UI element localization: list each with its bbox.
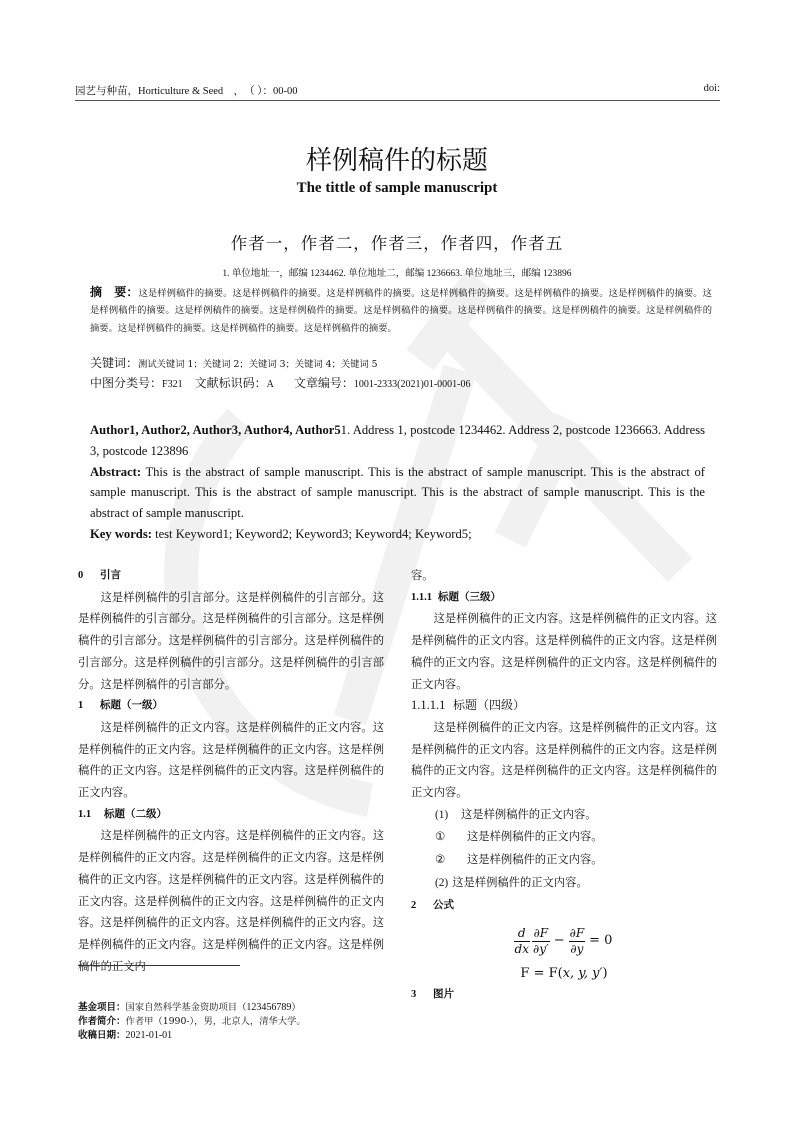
- equals-zero: = 0: [589, 933, 613, 949]
- english-authors: Author1, Author2, Author3, Author4, Author5: [90, 423, 341, 437]
- section-title: 标题（一级）: [100, 699, 163, 712]
- abstract-label: 摘 要：: [90, 285, 139, 299]
- section-heading-1-1: [78, 804, 384, 826]
- journal-citation: 园艺与种苗，Horticulture & Seed ， （ ）：00-00: [75, 86, 298, 97]
- section-number: 1: [78, 700, 84, 712]
- title-english: The tittle of sample manuscript: [296, 180, 498, 196]
- fund-close: ）: [291, 1002, 301, 1013]
- received-label: 收稿日期：: [78, 1030, 126, 1041]
- english-front-matter: [90, 420, 705, 545]
- abstract-chinese: [90, 284, 712, 337]
- keywords-label: 关键词：: [90, 356, 139, 370]
- clc-value: F321: [162, 379, 183, 390]
- list-text: 这是样例稿件的正文内容。: [467, 830, 603, 844]
- english-abstract: [90, 462, 705, 524]
- section-title: 标题（二级）: [104, 807, 167, 820]
- list-item: [411, 826, 717, 849]
- section-number: 1.1.1: [411, 591, 432, 603]
- english-keywords-text: test Keyword1; Keyword2; Keyword3; Keyword4; Keyword5;: [151, 526, 472, 541]
- list-item: [411, 872, 717, 895]
- footnote-bio: [78, 1015, 306, 1029]
- section-title: 图片: [433, 988, 454, 1001]
- doi-label: doi:: [703, 83, 720, 94]
- numerator: d: [514, 926, 530, 942]
- section-number: 3: [411, 989, 417, 1001]
- affiliation: 1. 单位地址一，邮编 1234462. 单位地址二，邮编 1236663. 单位地址三，邮编 123896: [222, 269, 572, 279]
- equation-close: ): [602, 966, 608, 982]
- equation-euler-lagrange: [411, 916, 717, 964]
- author-list: 作者一，作者二，作者三，作者四，作者五: [230, 234, 564, 253]
- keywords-chinese: [90, 354, 378, 371]
- equation-lhs: F = F(: [520, 966, 563, 982]
- fraction: [569, 926, 586, 957]
- section-title: 标题（四级）: [453, 698, 526, 713]
- section-heading-2: [411, 895, 717, 917]
- running-header: [75, 83, 720, 101]
- section-body-1-1-continued: 容。: [411, 569, 434, 582]
- section-number: 1.1.1.1: [411, 698, 446, 713]
- classification-line: [90, 374, 471, 391]
- list-marker: ①: [435, 831, 446, 844]
- fund-label: 基金项目：: [78, 1002, 126, 1013]
- body-column-left: [78, 565, 384, 977]
- section-number: 0: [78, 570, 84, 581]
- section-title: 公式: [433, 898, 454, 911]
- bio-label: 作者简介：: [78, 1016, 126, 1027]
- english-keywords-label: Key words:: [90, 526, 152, 541]
- doc-code-label: 文献标识码：: [194, 376, 267, 390]
- section-heading-1-1-1-1: [411, 695, 717, 717]
- abstract-text: 这是样例稿件的摘要。这是样例稿件的摘要。这是样例稿件的摘要。这是样例稿件的摘要。这是样例稿件的摘要。这是样例稿件的摘要。这是样例稿件的摘要。这是样例稿件的摘要。这是样例稿件的摘要。这是样例稿件的摘要。这是样例稿件的摘要。这是样例稿件的摘要。这是样例稿件的摘要。这是样例稿件的摘要。这是样例稿件的摘要。这是样例稿件的摘要。: [90, 288, 712, 334]
- english-abstract-label: Abstract:: [90, 464, 142, 479]
- footnote-received: [78, 1029, 306, 1043]
- title-chinese: 样例稿件的标题: [305, 146, 488, 176]
- equation-args: x, y, y′: [562, 966, 603, 982]
- list-marker: (2): [435, 876, 449, 889]
- denominator: ∂y′: [533, 941, 549, 956]
- denominator: ∂y: [570, 941, 584, 956]
- section-heading-1: [78, 695, 384, 717]
- doc-code-value: A: [266, 379, 274, 390]
- section-title: 标题（三级）: [438, 590, 501, 603]
- numerator: ∂F: [569, 925, 585, 940]
- list-item: [411, 804, 717, 827]
- bio-text: 作者甲（1990-），男，北京人，清华大学。: [125, 1016, 306, 1027]
- list-text: 这是样例稿件的正文内容。: [452, 875, 588, 889]
- fund-text: 国家自然科学基金资助项目（: [125, 1002, 247, 1013]
- section-number: 1.1: [78, 808, 92, 820]
- numerator: ∂F: [533, 925, 549, 940]
- section-title: 引言: [100, 569, 121, 581]
- section-heading-0: [78, 565, 384, 587]
- article-no-value: 1001-2333(2021)01-0001-06: [353, 379, 471, 390]
- english-abstract-text: This is the abstract of sample manuscript. This is the abstract of sample manuscript. This is the abstract of sample manuscript. This is the abstract of sample manuscript. This is the abstract of sample manuscript. This is the abstract of sample manuscript.: [90, 464, 705, 521]
- denominator: dx: [514, 941, 529, 956]
- clc-label: 中图分类号：: [90, 376, 163, 390]
- section-heading-3: [411, 984, 717, 1006]
- footnotes: [78, 1001, 306, 1043]
- list-item: [411, 849, 717, 872]
- section-heading-1-1-1: [411, 587, 717, 609]
- english-affiliation: 1. Address 1, postcode 1234462. Address 2, postcode 1236663. Address 3, postcode 123896: [90, 423, 705, 458]
- fraction: [532, 926, 550, 957]
- section-body-0: 这是样例稿件的引言部分。这是样例稿件的引言部分。这是样例稿件的引言部分。这是样例稿件的引言部分。这是样例稿件的引言部分。这是样例稿件的引言部分。这是样例稿件的引言部分。这是样例稿件的引言部分。这是样例稿件的引言部分。这是样例稿件的引言部分。: [78, 590, 384, 691]
- received-date: 2021-01-01: [125, 1030, 173, 1041]
- article-no-label: 文章编号：: [293, 376, 354, 390]
- section-body-1-1-1: 这是样例稿件的正文内容。这是样例稿件的正文内容。这是样例稿件的正文内容。这是样例稿件的正文内容。这是样例稿件的正文内容。这是样例稿件的正文内容。这是样例稿件的正文内容。: [411, 612, 717, 691]
- english-keywords: [90, 524, 705, 545]
- section-number: 2: [411, 899, 417, 911]
- list-marker: (1): [435, 808, 449, 821]
- footnote-divider: [78, 965, 240, 966]
- fund-number: 123456789: [246, 1002, 292, 1013]
- equation-function-definition: [411, 964, 717, 984]
- keywords-text: 测试关键词 1；关键词 2；关键词 3；关键词 4；关键词 5: [138, 359, 378, 370]
- section-body-1-1-1-1: 这是样例稿件的正文内容。这是样例稿件的正文内容。这是样例稿件的正文内容。这是样例稿件的正文内容。这是样例稿件的正文内容。这是样例稿件的正文内容。这是样例稿件的正文内容。: [411, 720, 717, 800]
- section-body-1: 这是样例稿件的正文内容。这是样例稿件的正文内容。这是样例稿件的正文内容。这是样例稿件的正文内容。这是样例稿件的正文内容。这是样例稿件的正文内容。这是样例稿件的正文内容。: [78, 720, 384, 800]
- footnote-fund: [78, 1001, 306, 1015]
- list-text: 这是样例稿件的正文内容。: [467, 853, 603, 867]
- section-body-1-1: 这是样例稿件的正文内容。这是样例稿件的正文内容。这是样例稿件的正文内容。这是样例稿件的正文内容。这是样例稿件的正文内容。这是样例稿件的正文内容。这是样例稿件的正文内容。这是样例稿件的正文内容。这是样例稿件的正文内容。这是样例稿件的正文内容。这是样例稿件的正文内容。这是样例稿件的正文内容。这是样例稿件的正文内容。这是样例稿件的正文内: [78, 829, 384, 973]
- list-text: 这是样例稿件的正文内容。: [461, 807, 597, 821]
- minus-sign: −: [553, 933, 565, 949]
- body-column-right: [411, 565, 717, 1006]
- fraction: [514, 926, 530, 957]
- list-marker: ②: [435, 854, 446, 867]
- english-authors-affiliation: [90, 420, 705, 462]
